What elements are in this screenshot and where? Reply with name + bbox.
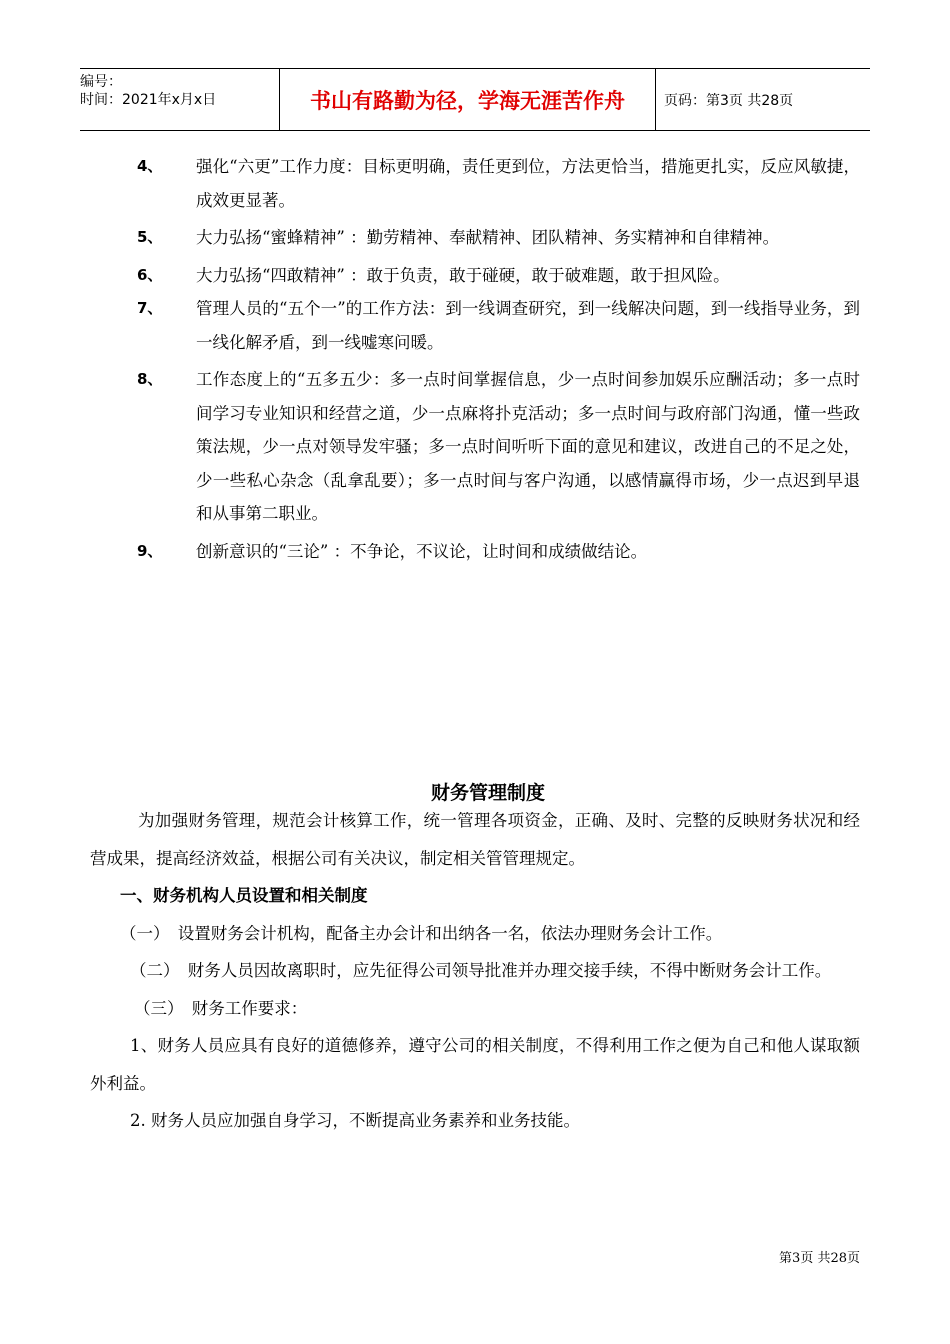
header-motto: 书山有路勤为径，学海无涯苦作舟 [280, 69, 656, 130]
paragraph-2: （二） 财务人员因故离职时，应先征得公司领导批准并办理交接手续，不得中断财务会计工作。 [130, 961, 832, 980]
item-number: 8、 [137, 370, 163, 388]
list-item [0, 535, 950, 569]
list-item [0, 292, 950, 359]
item-text: 强化“六更”工作力度：目标更明确，责任更到位，方法更恰当，措施更扎实，反应风敏捷，成效更显著。 [196, 157, 860, 210]
paragraph-4: 1、财务人员应具有良好的道德修养，遵守公司的相关制度，不得利用工作之便为自己和他人谋取额外利益。 [90, 1036, 860, 1093]
item-number: 9、 [137, 541, 163, 560]
list-item [0, 150, 950, 217]
list-item [0, 259, 950, 293]
paragraph-1: （一） 设置财务会计机构，配备主办会计和出纳各一名，依法办理财务会计工作。 [120, 923, 723, 943]
item-text: 大力弘扬“蜜蜂精神” ：勤劳精神、奉献精神、团队精神、务实精神和自律精神。 [196, 228, 780, 247]
item-text: 工作态度上的“五多五少：多一点时间掌握信息，少一点时间参加娱乐应酬活动；多一点时间学习专业知识和经营之道，少一点麻将扑克活动；多一点时间与政府部门沟通，懂一些政策法规，少一点对领导发牢骚；多一点时间听听下面的意见和建议，改进自己的不足之处，少一些私心杂念（乱拿乱要）；多一点时间与客户沟通，以感情赢得市场，少一点迟到早退和从事第二职业。 [196, 370, 860, 523]
paragraph-3: （三） 财务工作要求： [134, 998, 308, 1018]
item-text: 大力弘扬“四敢精神” ：敢于负责，敢于碰硬，敢于破难题，敢于担风险。 [196, 265, 730, 285]
list-item [0, 221, 950, 255]
item-text: 管理人员的“五个一”的工作方法：到一线调查研究，到一线解决问题，到一线指导业务，到一线化解矛盾，到一线嘘寒问暖。 [196, 299, 860, 352]
item-list [0, 150, 950, 568]
intro-paragraph: 为加强财务管理，规范会计核算工作，统一管理各项资金，正确、及时、完整的反映财务状况和经营成果，提高经济效益，根据公司有关决议，制定相关管管理规定。 [90, 811, 860, 868]
page-header [80, 68, 870, 131]
header-page: 页码：第3页 共28页 [664, 92, 794, 109]
date-label: 时间：2021年x月x日 [80, 92, 217, 108]
item-number: 7、 [137, 299, 163, 317]
page-footer: 第3页 共28页 [779, 1251, 860, 1266]
section-heading: 一、财务机构人员设置和相关制度 [120, 886, 368, 905]
paragraph-5: 2. 财务人员应加强自身学习，不断提高业务素养和业务技能。 [130, 1111, 580, 1130]
header-meta [80, 69, 280, 130]
item-text: 创新意识的“三论” ：不争论，不议论，让时间和成绩做结论。 [196, 541, 648, 561]
item-number: 5、 [137, 228, 163, 246]
item-number: 4、 [137, 157, 163, 175]
list-item [0, 363, 950, 531]
section-body [90, 802, 860, 1140]
number-label: 编号： [80, 74, 122, 90]
section-title: 财务管理制度 [430, 782, 545, 804]
item-number: 6、 [137, 265, 163, 284]
